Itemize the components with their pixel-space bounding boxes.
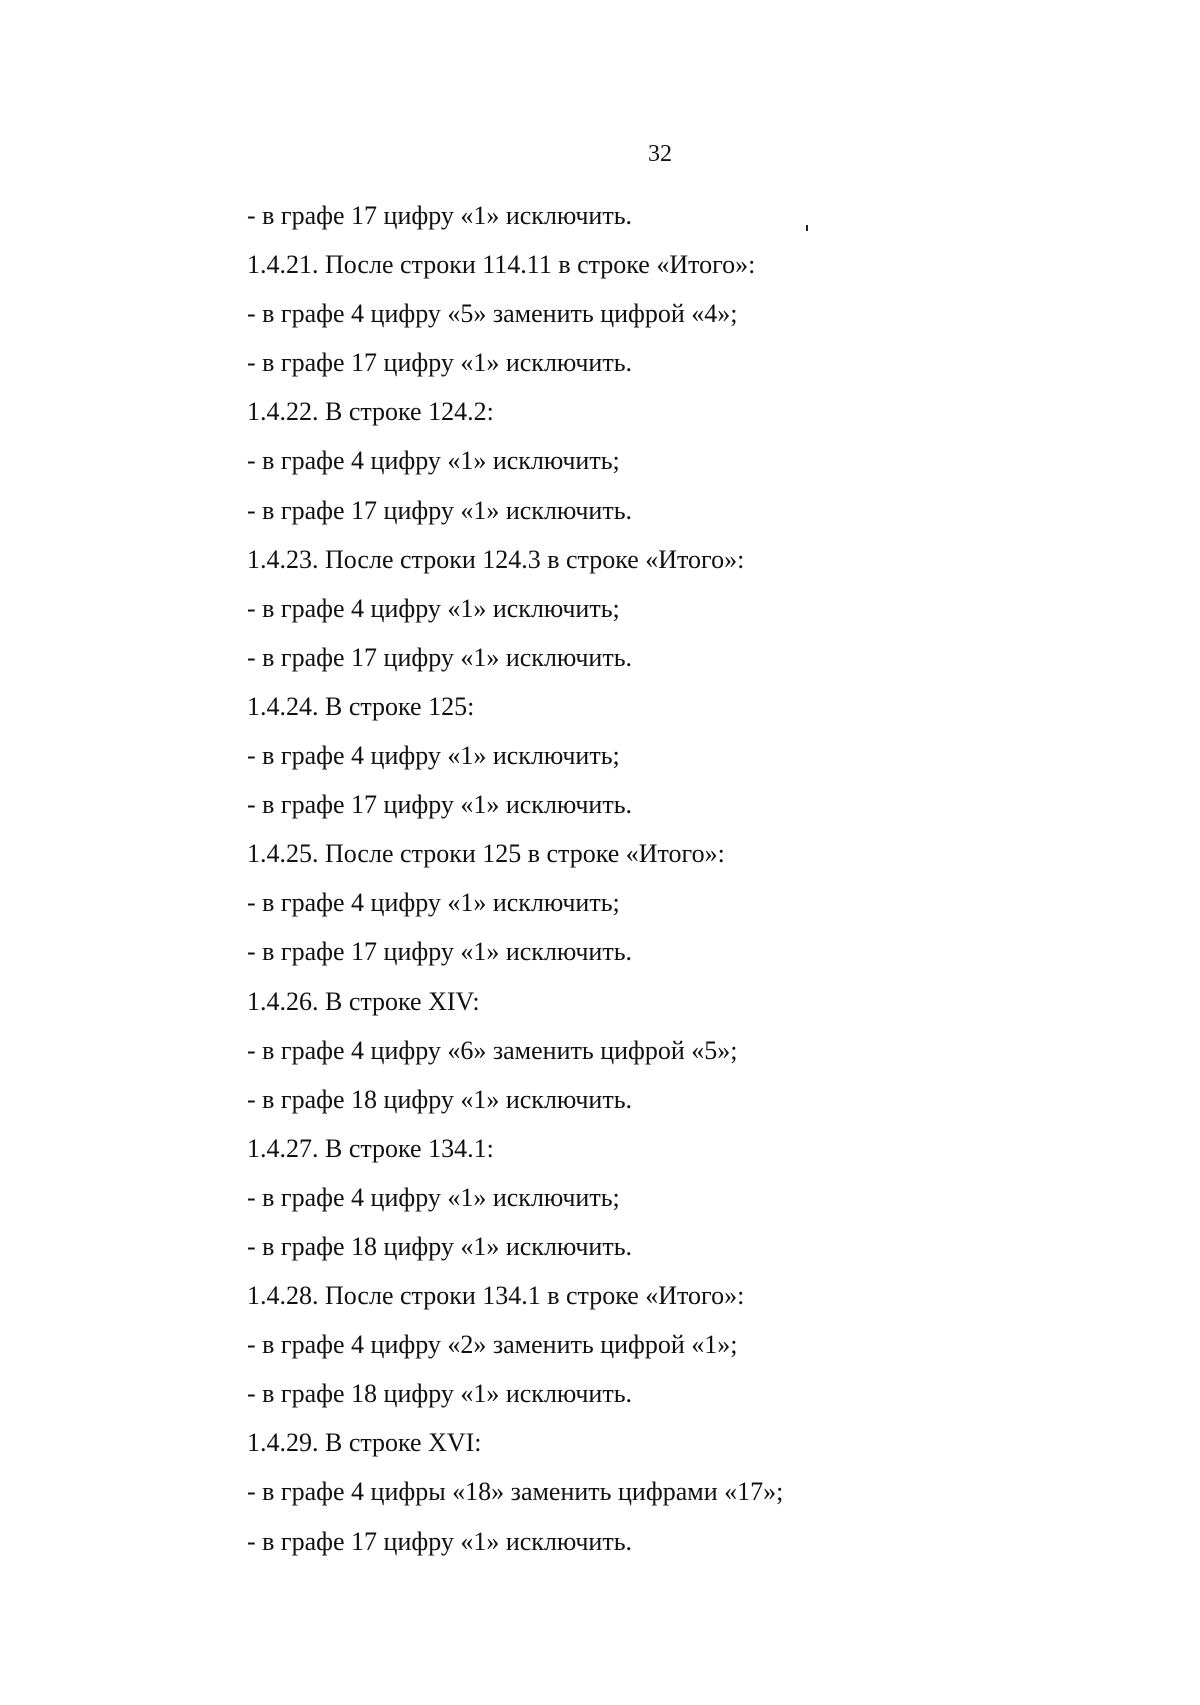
section-heading: 1.4.25. После строки 125 в строке «Итого»: <box>247 839 725 869</box>
scan-speck <box>806 225 808 231</box>
text-line: - в графе 4 цифру «2» заменить цифрой «1»; <box>247 1330 738 1360</box>
section-heading: 1.4.22. В строке 124.2: <box>247 397 494 427</box>
text-line: - в графе 4 цифру «1» исключить; <box>247 593 620 623</box>
text-line: - в графе 4 цифру «1» исключить; <box>247 446 620 476</box>
section-heading: 1.4.23. После строки 124.3 в строке «Итого»: <box>247 544 745 574</box>
text-line: - в графе 4 цифру «1» исключить; <box>247 888 620 918</box>
section-heading: 1.4.29. В строке XVI: <box>247 1428 482 1458</box>
section-heading: 1.4.26. В строке XIV: <box>247 986 480 1016</box>
text-line: - в графе 17 цифру «1» исключить. <box>247 790 633 820</box>
section-heading: 1.4.27. В строке 134.1: <box>247 1133 494 1163</box>
text-line: - в графе 17 цифру «1» исключить. <box>247 495 633 525</box>
text-line: - в графе 18 цифру «1» исключить. <box>247 1379 633 1409</box>
text-line: - в графе 4 цифру «1» исключить; <box>247 741 620 771</box>
text-line: - в графе 17 цифру «1» исключить. <box>247 642 633 672</box>
text-line: - в графе 4 цифру «6» заменить цифрой «5»; <box>247 1035 738 1065</box>
text-line: - в графе 17 цифру «1» исключить. <box>247 201 633 230</box>
text-line: - в графе 17 цифру «1» исключить. <box>247 937 633 967</box>
text-line: - в графе 18 цифру «1» исключить. <box>247 1231 633 1261</box>
section-heading: 1.4.21. После строки 114.11 в строке «Итого»: <box>247 250 756 280</box>
document-body <box>247 201 783 1576</box>
section-heading: 1.4.24. В строке 125: <box>247 691 475 721</box>
section-heading: 1.4.28. После строки 134.1 в строке «Итого»: <box>247 1281 745 1311</box>
text-line: - в графе 17 цифру «1» исключить. <box>247 348 633 378</box>
text-line: - в графе 4 цифры «18» заменить цифрами «17»; <box>247 1477 784 1507</box>
text-line: - в графе 4 цифру «1» исключить; <box>247 1182 620 1212</box>
text-line: - в графе 4 цифру «5» заменить цифрой «4»; <box>247 299 738 329</box>
page-number: 32 <box>648 141 672 167</box>
text-line: - в графе 17 цифру «1» исключить. <box>247 1526 633 1556</box>
text-line: - в графе 18 цифру «1» исключить. <box>247 1084 633 1114</box>
